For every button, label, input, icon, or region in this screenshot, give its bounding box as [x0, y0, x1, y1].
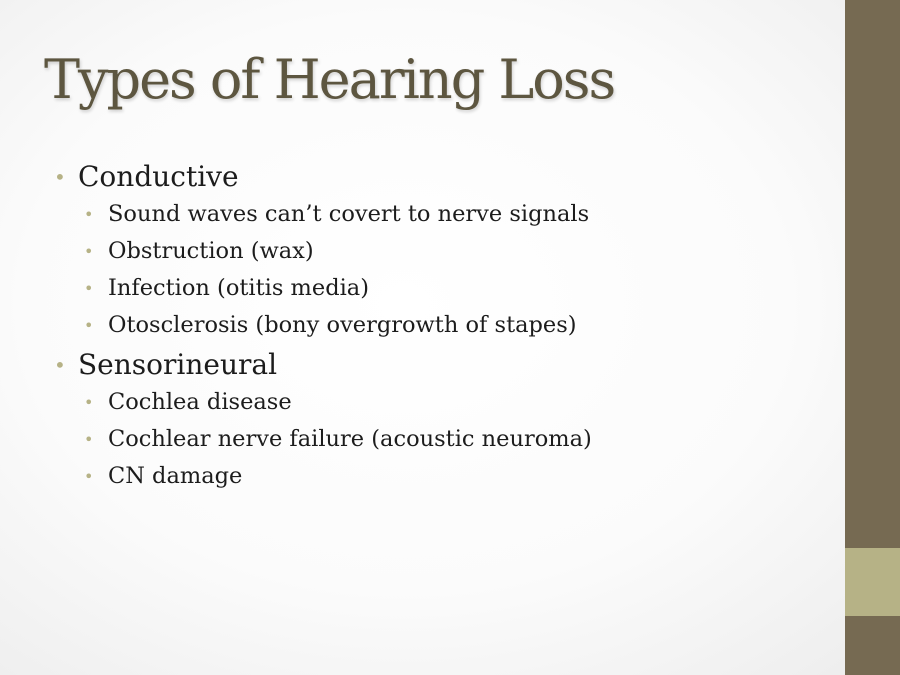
sub-bullet-item [54, 384, 824, 421]
bullet-icon: • [54, 353, 66, 377]
section-heading: Sensorineural [78, 348, 278, 381]
slide-title: Types of Hearing Loss [44, 48, 615, 111]
sub-bullet-text: Sound waves can’t covert to nerve signals [108, 201, 590, 227]
sub-bullet-text: Otosclerosis (bony overgrowth of stapes) [108, 312, 577, 338]
side-accent-block [845, 548, 900, 616]
bullet-icon: • [54, 165, 66, 189]
sub-bullet-item [54, 458, 824, 495]
bullet-icon: • [84, 430, 94, 449]
bullet-icon: • [84, 279, 94, 298]
section-sensorineural [54, 346, 824, 495]
bullet-list [54, 158, 824, 497]
section-conductive [54, 158, 824, 344]
sub-bullet-item [54, 421, 824, 458]
sub-bullet-item [54, 196, 824, 233]
bullet-icon: • [84, 242, 94, 261]
sub-bullet-text: Infection (otitis media) [108, 275, 369, 301]
bullet-item [54, 346, 824, 384]
section-heading: Conductive [78, 160, 239, 193]
sub-bullet-text: Obstruction (wax) [108, 238, 314, 264]
sub-bullet-item [54, 307, 824, 344]
sub-bullet-text: Cochlear nerve failure (acoustic neuroma) [108, 426, 592, 452]
bullet-icon: • [84, 205, 94, 224]
sub-bullet-item [54, 233, 824, 270]
sub-bullet-text: CN damage [108, 463, 243, 489]
bullet-item [54, 158, 824, 196]
bullet-icon: • [84, 316, 94, 335]
sub-bullet-item [54, 270, 824, 307]
bullet-icon: • [84, 467, 94, 486]
sub-bullet-text: Cochlea disease [108, 389, 292, 415]
bullet-icon: • [84, 393, 94, 412]
